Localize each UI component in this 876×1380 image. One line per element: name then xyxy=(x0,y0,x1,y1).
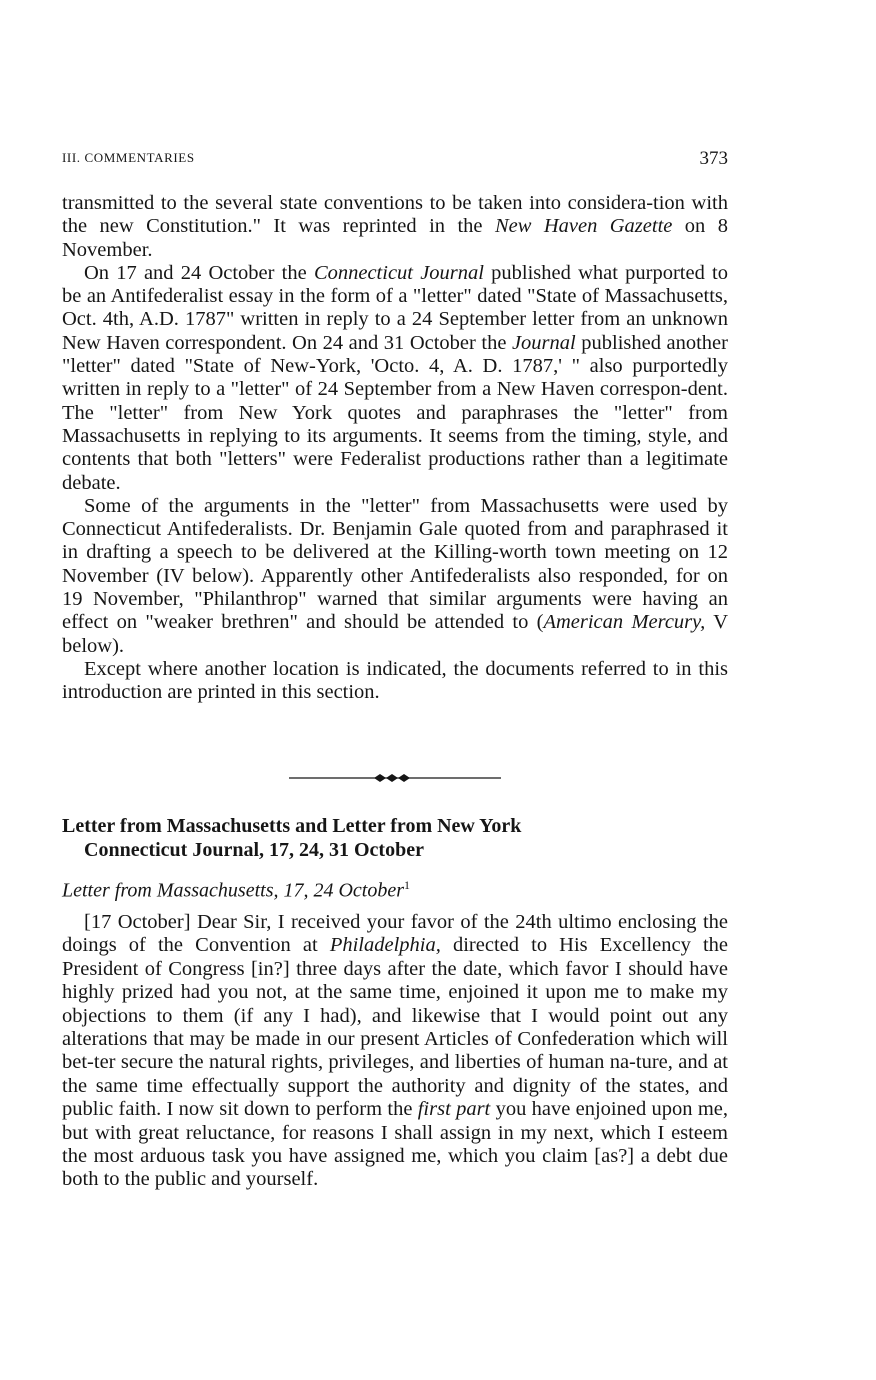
section-divider-ornament xyxy=(289,772,501,784)
newspaper-title: American Mercury, xyxy=(543,611,706,634)
emphasis: first part xyxy=(417,1098,491,1121)
letter-body xyxy=(62,911,728,1192)
page-number: 373 xyxy=(699,148,728,169)
book-page xyxy=(62,0,728,1380)
intro-paragraph-2: On 17 and 24 October the Connecticut Journal published what purported to be an Antifederalist essay in the form of a "letter" dated "State of Massachusetts, Oct. 4th, A.D. 1787" written in reply to a 24 September letter from an unknown New Haven correspondent. On 24 and 31 October the Journal published another "letter" dated "State of New-York, 'Octo. 4, A. D. 1787,' " also purportedly written in reply to a "letter" of 24 September from a New Haven correspon-dent. The "letter" from New York quotes and paraphrases the "letter" from Massachusetts in replying to its arguments. It seems from the timing, style, and contents that both "letters" were Federalist productions rather than a legitimate debate. xyxy=(62,261,728,494)
introduction-text xyxy=(62,192,728,705)
document-subheading: Letter from Massachusetts, 17, 24 October$^1$ xyxy=(62,878,411,902)
intro-paragraph-4: Except where another location is indicated, the documents referred to in this introduction are printed in this section. xyxy=(62,657,728,704)
intro-paragraph-3: Some of the arguments in the "letter" from Massachusetts were used by Connecticut Antifederalists. Dr. Benjamin Gale quoted from and paraphrased it in drafting a speech to be delivered at the Killing-worth town meeting on 12 November (IV below). Apparently other Antifederalists also responded, for on 19 November, "Philanthrop" warned that similar arguments were having an effect on "weaker brethren" and should be attended to (American Mercury, V below). xyxy=(62,494,728,657)
newspaper-title: New Haven Gazette xyxy=(494,215,673,238)
place-name: Philadelphia, xyxy=(329,934,441,957)
document-title: Letter from Massachusetts and Letter from New York xyxy=(62,815,522,837)
footnote-reference: 1 xyxy=(404,878,411,892)
document-source: Connecticut Journal, 17, 24, 31 October xyxy=(84,839,424,861)
newspaper-title: Journal xyxy=(511,331,576,354)
newspaper-title: Connecticut Journal xyxy=(313,261,484,284)
intro-paragraph-1: transmitted to the several state conventions to be taken into considera-tion with the new Constitution." It was reprinted in the New Haven Gazette on 8 November. xyxy=(62,192,728,261)
running-head xyxy=(62,148,728,170)
section-title: III. COMMENTARIES xyxy=(62,150,195,165)
letter-paragraph: [17 October] Dear Sir, I received your favor of the 24th ultimo enclosing the doings of the Convention at Philadelphia, directed to His Excellency the President of Congress [in?] three days after the date, which favor I should have highly prized had you not, at the same time, enjoined it upon me to make my objections to them (if any I had), and likewise that I would point out any alterations that may be made in our present Articles of Confederation which will bet-ter secure the natural rights, privileges, and liberties of human na-ture, and at the same time effectually support the authority and dignity of the states, and public faith. I now sit down to perform the first part you have enjoined upon me, but with great reluctance, for reasons I shall assign in my next, which I esteem the most arduous task you have assigned me, which you claim [as?] a debt due both to the public and yourself. xyxy=(62,911,728,1191)
document-heading xyxy=(62,814,728,862)
